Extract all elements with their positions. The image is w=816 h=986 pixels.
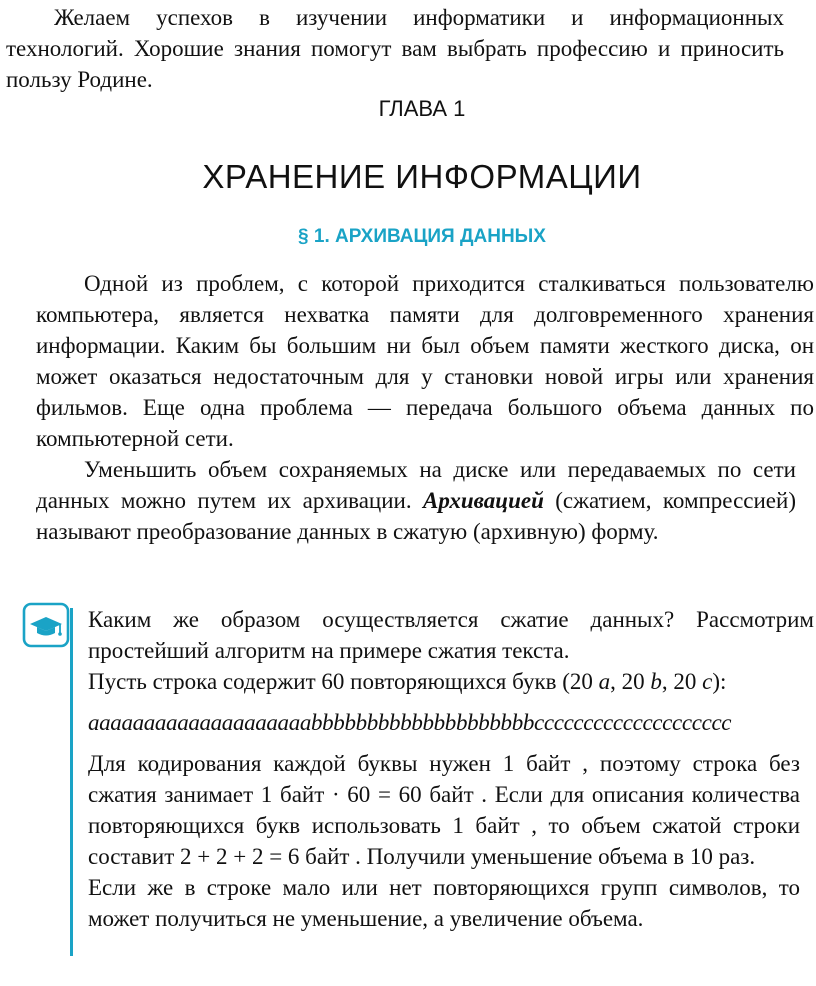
paragraph-text: Уменьшить объем сохраняемых на диске или передаваемых по сети данных можно путем их архивации. [36, 457, 796, 513]
letter-a: a [598, 669, 611, 694]
note-paragraph-2 [88, 666, 814, 697]
paragraph-text: , 20 [661, 669, 703, 694]
note-accent-bar [70, 608, 73, 956]
section-title: § 1. АРХИВАЦИЯ ДАННЫХ [298, 226, 546, 247]
paragraph-text: , 20 [610, 669, 651, 694]
chapter-title: ХРАНЕНИЕ ИНФОРМАЦИИ [202, 158, 642, 195]
letter-b: b [650, 669, 662, 694]
example-string: aaaaaaaaaaaaaaaaaaaabbbbbbbbbbbbbbbbbbbbcccccccccccccccccccc [88, 710, 732, 735]
graduation-cap-icon [22, 602, 70, 648]
paragraph-text: ): [712, 669, 727, 694]
note-paragraph-4: Если же в строке мало или нет повторяющихся групп символов, то может получиться не уменьшение, а увеличение объема. [88, 875, 800, 931]
body-paragraph-1: Одной из проблем, с которой приходится сталкиваться пользователю компьютера, является нехватка памяти для долговременного хранения информации. Каким бы большим ни был объем памяти жесткого диска, он может оказаться недостаточным для у становки новой игры или хранения фильмов. Еще одна проблема — передача большого объема данных по компьютерной сети. [36, 271, 814, 451]
paragraph-text: (сжатием, компрессией) называют преобразование данных в сжатую (архивную) форму. [36, 488, 796, 544]
chapter-label: ГЛАВА 1 [378, 96, 466, 121]
definition-term: Архивацией [422, 488, 544, 513]
paragraph-text: Пусть строка содержит 60 повторяющихся букв (20 [88, 669, 599, 694]
note-paragraph-3: Для кодирования каждой буквы нужен 1 байт , поэтому строка без сжатия занимает 1 байт · 60 = 60 байт . Если для описания количества повторяющихся букв использовать 1 байт , то объем сжатой строки составит 2 + 2 + 2 = 6 байт . Получили уменьшение объема в 10 раз. [88, 751, 800, 869]
body-paragraph-2 [36, 454, 796, 547]
intro-paragraph: Желаем успехов в изучении информатики и информационных технологий. Хорошие знания помогут вам выбрать профессию и приносить пользу Родине. [6, 5, 784, 92]
note-block [88, 604, 814, 934]
letter-c: c [702, 669, 713, 694]
note-paragraph-1: Каким же образом осуществляется сжатие данных? Рассмотрим простейший алгоритм на примере сжатия текста. [88, 607, 814, 663]
